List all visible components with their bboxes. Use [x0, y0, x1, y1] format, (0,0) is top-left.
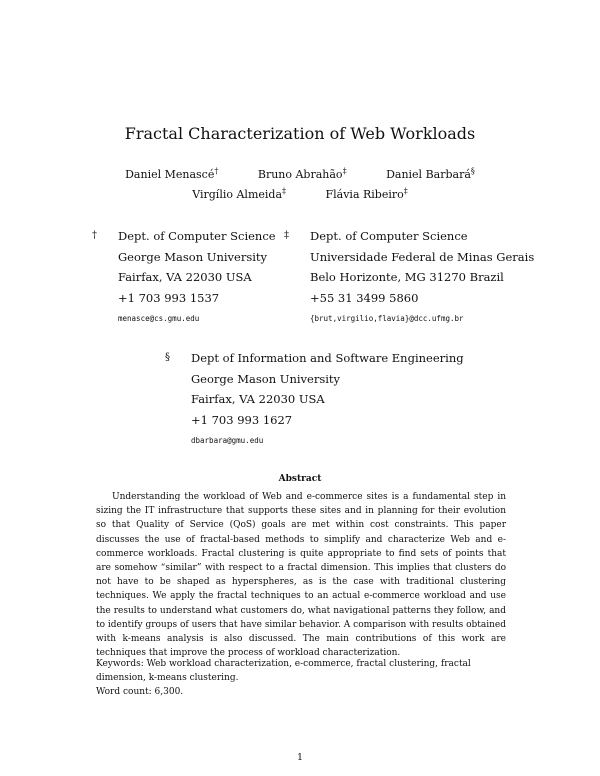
- author: Daniel Menascé†: [125, 166, 219, 181]
- author: Flávia Ribeiro‡: [325, 186, 408, 201]
- affiliation-mark: †: [92, 230, 97, 241]
- abstract-heading: Abstract: [278, 474, 322, 484]
- affiliation-email: {brut,virgilio,flavia}@dcc.ufmg.br: [310, 314, 464, 323]
- affiliation-line: Dept. of Computer Science: [310, 229, 468, 243]
- affiliation-ufmg: [284, 226, 535, 326]
- abstract-paragraph: Understanding the workload of Web and e-commerce sites is a fundamental step in sizing the IT infrastructure that supports these sites and in planning for their evolution so that Quality of Service (QoS) goals are met within cost constraints. This paper discusses the use of fractal-based methods to simplify and characterize Web and e-commerce workloads. Fractal clustering is quite appropriate to find sets of points that are somehow “similar” with respect to a fractal dimension. This implies that clusters do not have to be shaped as hyperspheres, as is the case with traditional clustering techniques. We apply the fractal techniques to an actual e-commerce workload and use the results to understand what customers do, what navigational patterns they follow, and to identify groups of users that have similar behavior. A comparison with results obtained with k-means analysis is also discussed. The main contributions of this work are techniques that improve the process of workload characterization.: [96, 492, 506, 659]
- affiliation-line: +55 31 3499 5860: [310, 290, 419, 305]
- abstract-body: [96, 490, 506, 660]
- affiliation-line: Dept. of Computer Science: [118, 229, 276, 243]
- word-count: Word count: 6,300.: [96, 687, 184, 697]
- author-row-2: [0, 186, 600, 201]
- affiliation-line: George Mason University: [191, 371, 341, 386]
- paper-title: Fractal Characterization of Web Workloads: [124, 124, 476, 143]
- affiliation-gmu-cs: [92, 226, 276, 326]
- affiliation-gmu-ise: [165, 348, 464, 448]
- affiliation-mark: §: [165, 352, 170, 363]
- page-number: 1: [296, 752, 304, 763]
- affiliation-line: Dept of Information and Software Engineering: [191, 351, 464, 365]
- affiliation-line: Fairfax, VA 22030 USA: [118, 270, 252, 284]
- author: Bruno Abrahão‡: [257, 166, 347, 181]
- author: Daniel Barbará§: [386, 166, 475, 181]
- affiliation-mark: ‡: [284, 230, 289, 241]
- affiliation-line: Fairfax, VA 22030 USA: [191, 392, 325, 406]
- affiliation-line: +1 703 993 1627: [191, 412, 293, 427]
- keywords: Keywords: Web workload characterization, e-commerce, fractal clustering, fractal dimension, k-means clustering.: [96, 659, 471, 684]
- affiliation-line: +1 703 993 1537: [118, 290, 220, 305]
- affiliation-line: Universidade Federal de Minas Gerais: [310, 249, 535, 264]
- affiliation-email: menasce@cs.gmu.edu: [118, 314, 200, 323]
- author-row-1: [0, 166, 600, 181]
- affiliation-email: dbarbara@gmu.edu: [191, 436, 264, 445]
- affiliation-line: Belo Horizonte, MG 31270 Brazil: [310, 270, 504, 284]
- affiliation-line: George Mason University: [118, 249, 268, 264]
- author: Virgílio Almeida‡: [192, 186, 286, 201]
